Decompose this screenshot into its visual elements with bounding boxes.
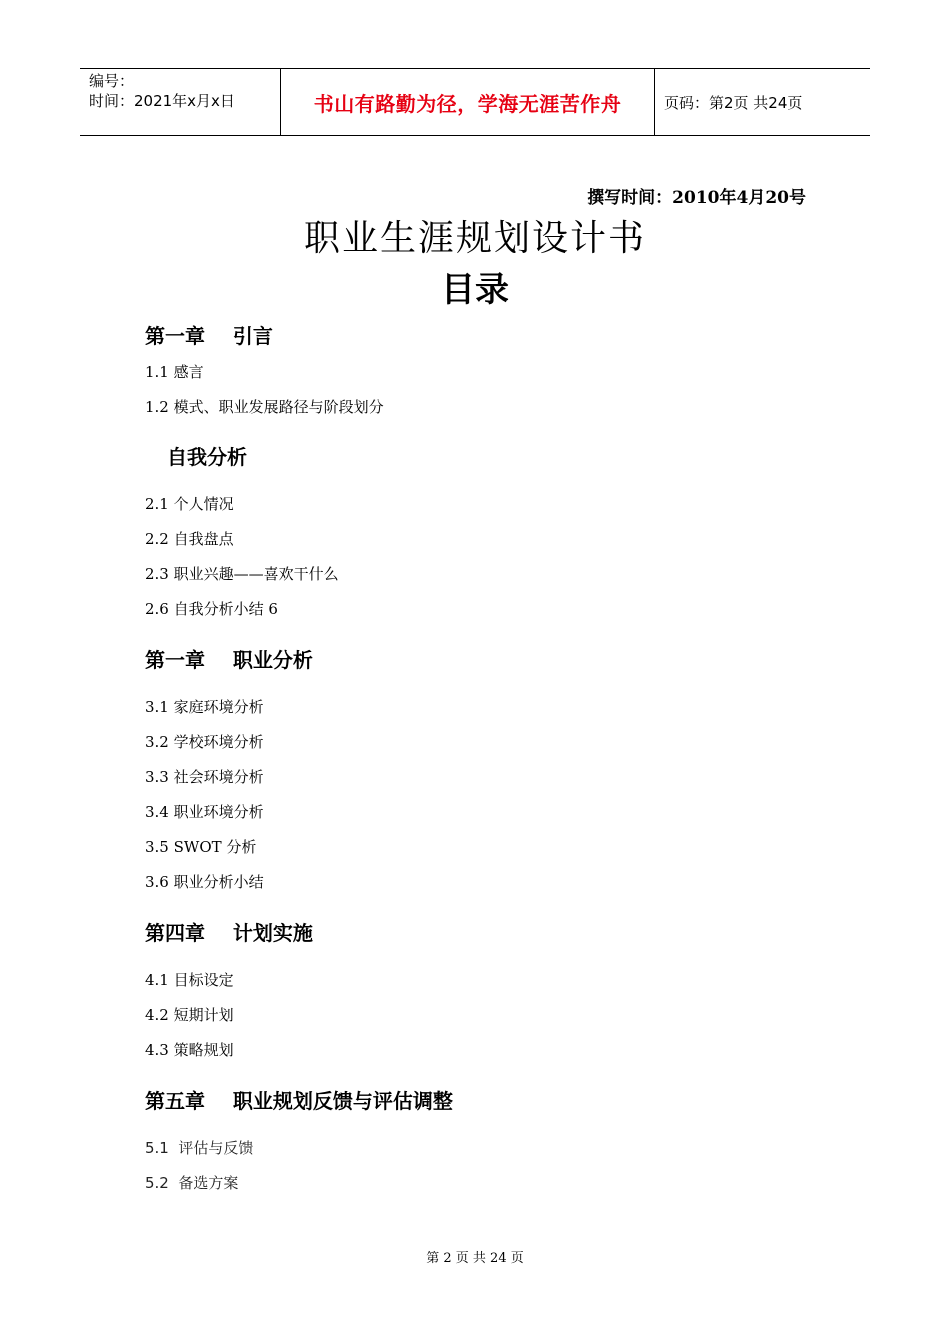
toc-item: 4.3 策略规划 — [145, 1041, 234, 1059]
toc-item: 2.6 自我分析小结 6 — [145, 600, 278, 618]
number-label: 编号： — [89, 72, 135, 90]
toc-item: 4.2 短期计划 — [145, 1006, 234, 1024]
toc-chapter-3: 第一章 职业分析 — [145, 648, 313, 672]
header-page-info: 页码：第2页 共24页 — [664, 93, 803, 112]
toc-item: 3.4 职业环境分析 — [145, 803, 264, 821]
toc-chapter-1: 第一章 引言 — [145, 324, 273, 348]
page-footer: 第 2 页 共 24 页 — [426, 1251, 524, 1266]
toc-item: 3.2 学校环境分析 — [145, 733, 264, 751]
toc-chapter-4: 第四章 计划实施 — [145, 921, 313, 945]
toc-item: 2.1 个人情况 — [145, 495, 234, 513]
toc-item: 3.1 家庭环境分析 — [145, 698, 264, 716]
toc-item: 2.2 自我盘点 — [145, 530, 234, 548]
document-title: 职业生涯规划设计书 — [303, 218, 646, 259]
toc-item: 3.6 职业分析小结 — [145, 873, 264, 891]
toc-title: 目录 — [441, 270, 509, 310]
toc-item: 3.3 社会环境分析 — [145, 768, 264, 786]
toc-chapter-5: 第五章 职业规划反馈与评估调整 — [145, 1089, 453, 1113]
toc-item: 4.1 目标设定 — [145, 971, 234, 989]
header-meta — [80, 69, 281, 135]
toc-item: 1.1 感言 — [145, 363, 204, 381]
page-header — [80, 68, 870, 136]
toc-chapter-2: 自我分析 — [167, 445, 247, 469]
toc-item: 2.3 职业兴趣——喜欢干什么 — [145, 565, 339, 583]
time-label: 时间：2021年x月x日 — [89, 92, 235, 110]
toc-item: 3.5 SWOT 分析 — [145, 838, 257, 856]
write-time: 撰写时间：2010年4月20号 — [587, 188, 806, 208]
toc-item: 5.1 评估与反馈 — [145, 1139, 254, 1157]
header-motto: 书山有路勤为径，学海无涯苦作舟 — [281, 69, 655, 135]
toc-item: 1.2 模式、职业发展路径与阶段划分 — [145, 398, 384, 416]
toc-item: 5.2 备选方案 — [145, 1174, 239, 1192]
